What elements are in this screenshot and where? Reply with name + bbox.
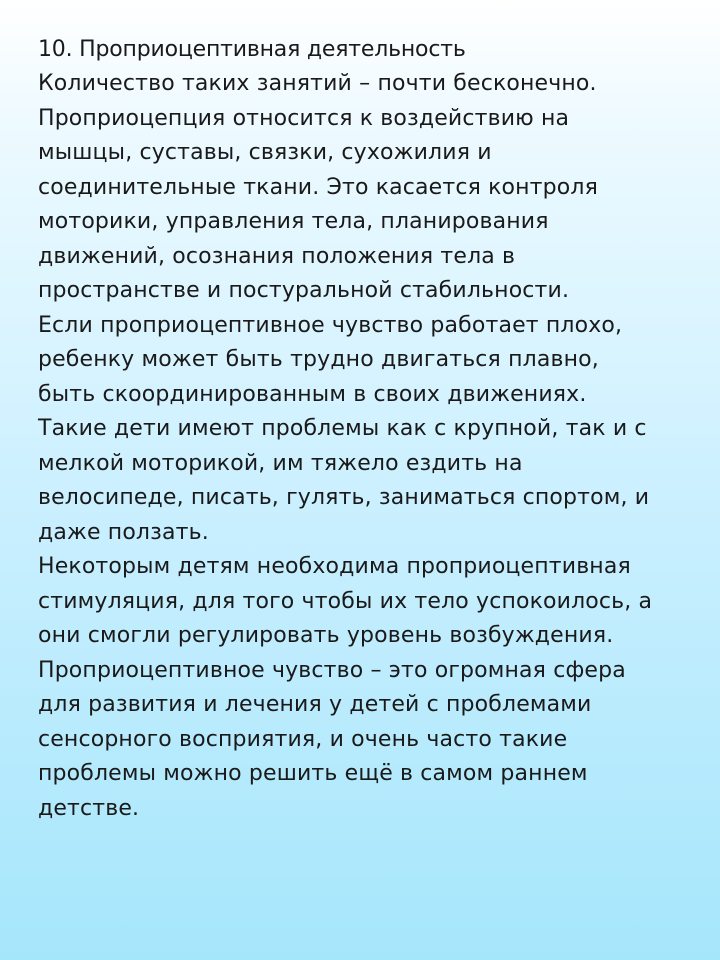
text-line: проблемы можно решить ещё в самом раннем — [38, 761, 588, 786]
text-line: ребенку может быть трудно двигаться плавно, — [38, 347, 599, 372]
text-line: сенсорного восприятия, и очень часто такие — [38, 726, 568, 752]
text-line: соединительные ткани. Это касается контроля — [38, 174, 598, 200]
text-line: Проприоцепция относится к воздействию на — [38, 105, 570, 131]
slide-content — [38, 33, 698, 826]
text-line: Если проприоцептивное чувство работает плохо, — [38, 312, 623, 338]
text-line: стимуляция, для того чтобы их тело успокоилось, а — [38, 588, 653, 614]
text-line: пространстве и постуральной стабильности. — [38, 278, 570, 303]
text-line: мышцы, суставы, связки, сухожилия и — [38, 140, 492, 165]
slide-heading: 10. Проприоцептивная деятельность — [38, 37, 466, 62]
text-line: для развития и лечения у детей с проблемами — [38, 692, 592, 717]
text-line: даже ползать. — [38, 519, 209, 545]
text-line: велосипеде, писать, гулять, заниматься спортом, и — [38, 485, 650, 510]
text-line: Проприоцептивное чувство – это огромная сфера — [38, 657, 626, 683]
text-line: они смогли регулировать уровень возбуждения. — [38, 623, 614, 648]
text-line: движений, осознания положения тела в — [38, 243, 516, 269]
text-line: моторики, управления тела, планирования — [38, 209, 549, 234]
text-line: мелкой моторикой, им тяжело ездить на — [38, 450, 523, 476]
text-line: Такие дети имеют проблемы как с крупной, так и с — [38, 416, 647, 441]
text-line: Количество таких занятий – почти бесконечно. — [38, 71, 597, 96]
text-line: Некоторым детям необходима проприоцептивная — [38, 554, 631, 579]
text-line: быть скоординированным в своих движениях. — [38, 381, 587, 407]
text-line: детстве. — [38, 795, 140, 821]
